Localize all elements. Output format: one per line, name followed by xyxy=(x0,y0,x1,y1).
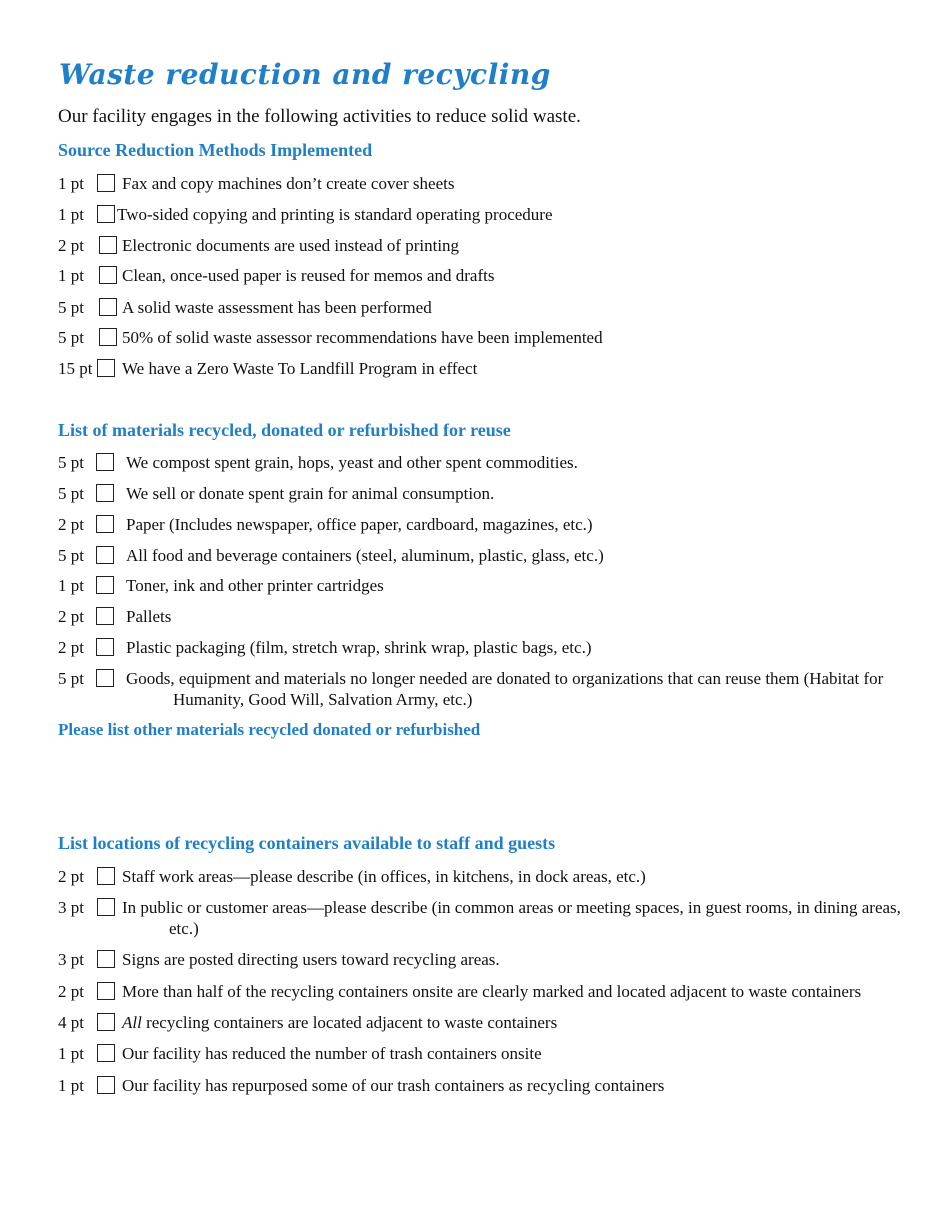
checkbox[interactable] xyxy=(96,453,114,471)
checkbox[interactable] xyxy=(96,576,114,594)
points-label: 15 pt xyxy=(58,359,93,378)
item-label: We sell or donate spent grain for animal consumption. xyxy=(126,484,495,503)
checkbox[interactable] xyxy=(99,328,117,346)
item-label: We have a Zero Waste To Landfill Program in effect xyxy=(122,359,478,378)
checkbox[interactable] xyxy=(99,266,117,284)
checkbox[interactable] xyxy=(97,1076,115,1094)
item-label: Staff work areas—please describe (in offices, in kitchens, in dock areas, etc.) xyxy=(122,867,646,886)
item-label-rest: recycling containers are located adjacent to waste containers xyxy=(141,1013,558,1032)
points-label: 5 pt xyxy=(58,328,84,347)
checkbox[interactable] xyxy=(96,484,114,502)
materials-heading: List of materials recycled, donated or refurbished for reuse xyxy=(58,420,511,440)
points-label: 1 pt xyxy=(58,205,84,224)
points-label: 1 pt xyxy=(58,1076,84,1095)
item-label: In public or customer areas—please describe (in common areas or meeting spaces, in guest rooms, in dining areas, etc.) xyxy=(122,898,901,938)
checkbox[interactable] xyxy=(99,236,117,254)
item-label: More than half of the recycling containers onsite are clearly marked and located adjacent to waste containers xyxy=(122,982,862,1001)
item-label: Paper (Includes newspaper, office paper, cardboard, magazines, etc.) xyxy=(126,515,593,534)
points-label: 2 pt xyxy=(58,867,84,886)
checkbox[interactable] xyxy=(96,638,114,656)
item-label: Our facility has reduced the number of trash containers onsite xyxy=(122,1044,542,1063)
item-label-emphasis: All xyxy=(122,1013,142,1032)
item-label: Signs are posted directing users toward recycling areas. xyxy=(122,950,500,969)
locations-heading: List locations of recycling containers available to staff and guests xyxy=(58,833,556,853)
points-label: 3 pt xyxy=(58,898,84,917)
checkbox[interactable] xyxy=(96,546,114,564)
points-label: 1 pt xyxy=(58,576,84,595)
other-materials-prompt: Please list other materials recycled donated or refurbished xyxy=(58,720,481,739)
points-label: 3 pt xyxy=(58,950,84,969)
points-label: 4 pt xyxy=(58,1013,84,1032)
points-label: 2 pt xyxy=(58,638,84,657)
intro-text: Our facility engages in the following activities to reduce solid waste. xyxy=(58,106,581,127)
points-label: 2 pt xyxy=(58,515,84,534)
item-label: A solid waste assessment has been performed xyxy=(122,298,432,317)
checkbox[interactable] xyxy=(97,898,115,916)
points-label: 1 pt xyxy=(58,1044,84,1063)
points-label: 1 pt xyxy=(58,174,84,193)
checkbox[interactable] xyxy=(99,298,117,316)
points-label: 2 pt xyxy=(58,236,84,255)
points-label: 5 pt xyxy=(58,453,84,472)
item-label: Clean, once-used paper is reused for memos and drafts xyxy=(122,266,495,285)
checkbox[interactable] xyxy=(97,950,115,968)
points-label: 2 pt xyxy=(58,982,84,1001)
checkbox[interactable] xyxy=(97,174,115,192)
points-label: 1 pt xyxy=(58,266,84,285)
checkbox[interactable] xyxy=(97,982,115,1000)
item-label: Fax and copy machines don’t create cover sheets xyxy=(122,174,455,193)
points-label: 5 pt xyxy=(58,546,84,565)
item-label: We compost spent grain, hops, yeast and other spent commodities. xyxy=(126,453,578,472)
points-label: 5 pt xyxy=(58,484,84,503)
checkbox[interactable] xyxy=(97,359,115,377)
checkbox[interactable] xyxy=(97,867,115,885)
points-label: 2 pt xyxy=(58,607,84,626)
page-title: Waste reduction and recycling xyxy=(59,58,551,91)
item-label: Our facility has repurposed some of our trash containers as recycling containers xyxy=(122,1076,665,1095)
checkbox[interactable] xyxy=(97,1013,115,1031)
item-label: Pallets xyxy=(126,607,172,626)
checkbox[interactable] xyxy=(96,669,114,687)
checkbox[interactable] xyxy=(97,205,115,223)
checkbox[interactable] xyxy=(97,1044,115,1062)
source-reduction-heading: Source Reduction Methods Implemented xyxy=(58,140,373,160)
item-label: Electronic documents are used instead of printing xyxy=(122,236,460,255)
item-label: 50% of solid waste assessor recommendations have been implemented xyxy=(122,328,603,347)
item-label: All food and beverage containers (steel, aluminum, plastic, glass, etc.) xyxy=(126,546,604,565)
points-label: 5 pt xyxy=(58,669,84,688)
item-label: Toner, ink and other printer cartridges xyxy=(126,576,384,595)
item-label: Two-sided copying and printing is standard operating procedure xyxy=(117,205,553,224)
item-label xyxy=(122,1012,557,1033)
item-label: Goods, equipment and materials no longer needed are donated to organizations that can reuse them (Habitat for Humanity, Good Will, Salvation Army, etc.) xyxy=(126,669,884,709)
checkbox[interactable] xyxy=(96,515,114,533)
item-label: Plastic packaging (film, stretch wrap, shrink wrap, plastic bags, etc.) xyxy=(126,638,592,657)
points-label: 5 pt xyxy=(58,298,84,317)
checkbox[interactable] xyxy=(96,607,114,625)
